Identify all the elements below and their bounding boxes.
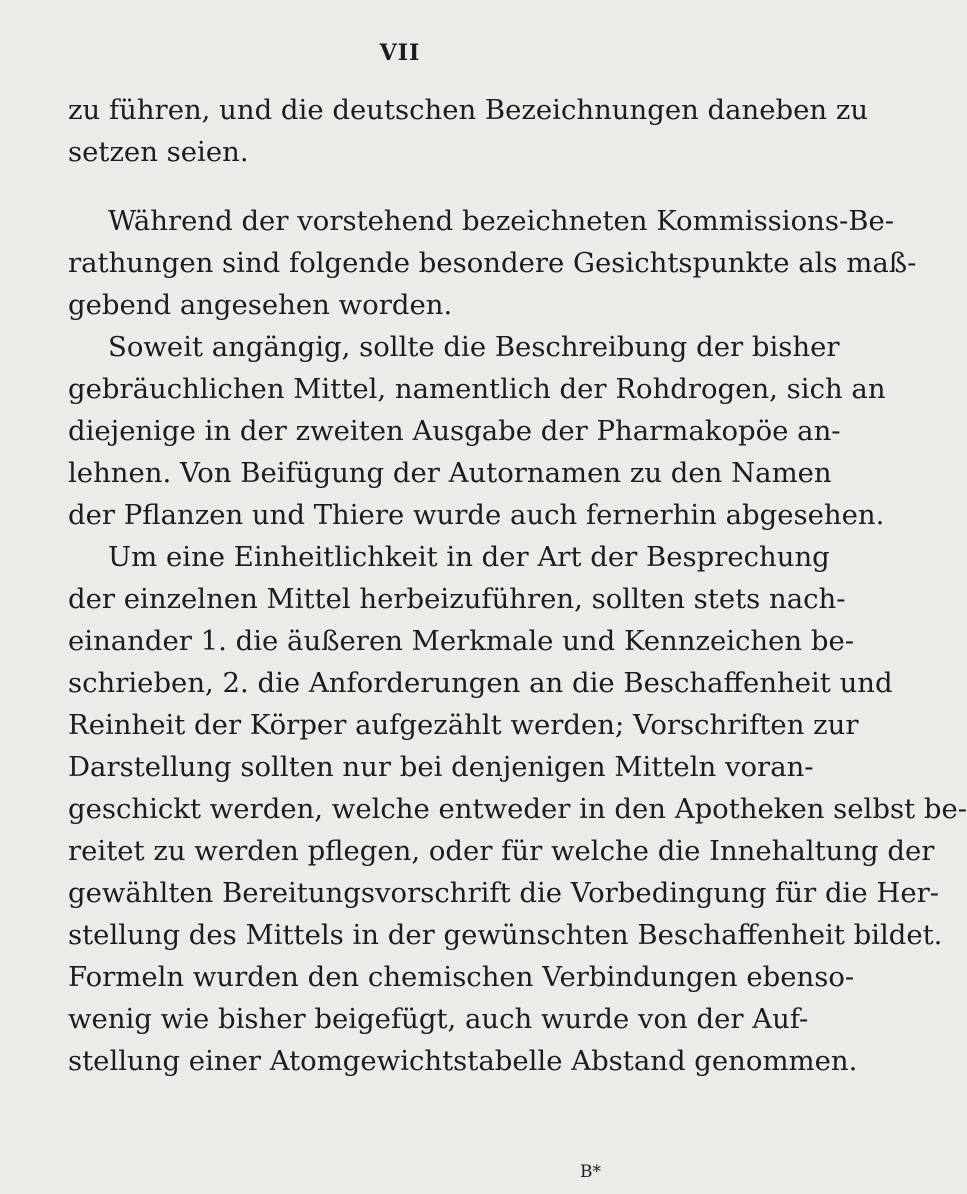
signature-mark: B* xyxy=(580,1162,601,1182)
text-line: wenig wie bisher beigefügt, auch wurde von der Auf- xyxy=(68,1003,809,1035)
text-line: Reinheit der Körper aufgezählt werden; Vorschriften zur xyxy=(68,709,859,741)
text-line: diejenige in der zweiten Ausgabe der Pharmakopöe an- xyxy=(68,415,841,447)
text-line: rathungen sind folgende besondere Gesichtspunkte als maß- xyxy=(68,247,917,279)
text-line: Darstellung sollten nur bei denjenigen Mitteln voran- xyxy=(68,751,814,783)
text-line: der Pflanzen und Thiere wurde auch fernerhin abgesehen. xyxy=(68,499,885,531)
text-line: reitet zu werden pflegen, oder für welche die Innehaltung der xyxy=(68,835,935,867)
text-line: Soweit angängig, sollte die Beschreibung der bisher xyxy=(108,331,840,363)
text-line: Formeln wurden den chemischen Verbindungen ebenso- xyxy=(68,961,855,993)
text-line: gewählten Bereitungsvorschrift die Vorbedingung für die Her- xyxy=(68,877,940,909)
text-line: Um eine Einheitlichkeit in der Art der Besprechung xyxy=(108,541,830,573)
text-line: lehnen. Von Beifügung der Autornamen zu den Namen xyxy=(68,457,832,489)
text-line: Während der vorstehend bezeichneten Kommissions-Be- xyxy=(108,205,895,237)
text-line: einander 1. die äußeren Merkmale und Kennzeichen be- xyxy=(68,625,855,657)
text-line: stellung einer Atomgewichtstabelle Abstand genommen. xyxy=(68,1045,858,1077)
text-line: stellung des Mittels in der gewünschten Beschaffenheit bildet. xyxy=(68,919,943,951)
text-line: geschickt werden, welche entweder in den Apotheken selbst be- xyxy=(68,793,967,825)
page-number: VII xyxy=(379,40,421,66)
text-line: setzen seien. xyxy=(68,136,249,168)
text-line: zu führen, und die deutschen Bezeichnungen daneben zu xyxy=(68,94,869,126)
text-line: gebräuchlichen Mittel, namentlich der Rohdrogen, sich an xyxy=(68,373,886,405)
text-line: der einzelnen Mittel herbeizuführen, sollten stets nach- xyxy=(68,583,846,615)
text-line: gebend angesehen worden. xyxy=(68,289,453,321)
text-line: schrieben, 2. die Anforderungen an die Beschaffenheit und xyxy=(68,667,893,699)
